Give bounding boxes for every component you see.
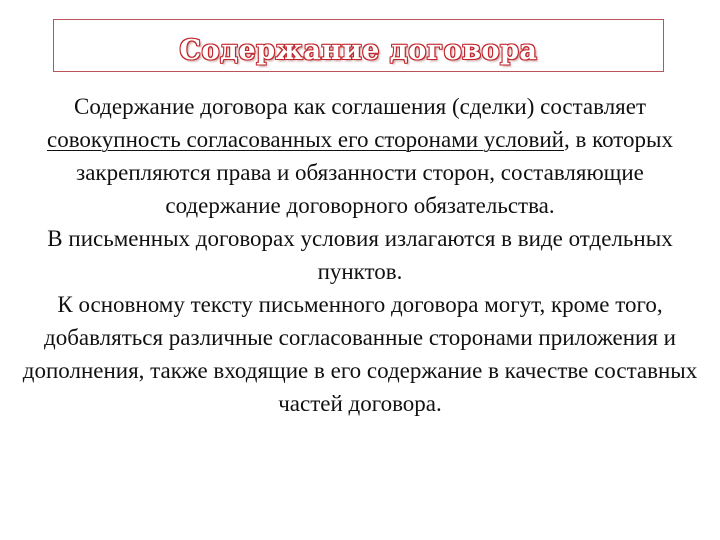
paragraph-appendices: К основному тексту письменного договора могут, кроме того, добавляться различные согласованные сторонами приложения и дополнения, также входящие в его содержание в качестве составных частей договора. [22,292,698,416]
paragraph-written-contracts: В письменных договорах условия излагаются в виде отдельных пунктов. [47,226,673,284]
slide-title: Содержание договора [179,35,538,66]
title-box [53,19,664,72]
paragraph-1-underlined-term: совокупность согласованных его сторонами условий [47,127,564,152]
paragraph-1-part-2: , в которых закрепляются права и обязанности сторон, составляющие содержание договорного обязательства. [76,127,673,218]
paragraph-1-part-1: Содержание договора как соглашения (сделки) составляет [73,94,647,119]
slide-body [20,90,700,420]
paragraph-contract-content [20,90,700,222]
